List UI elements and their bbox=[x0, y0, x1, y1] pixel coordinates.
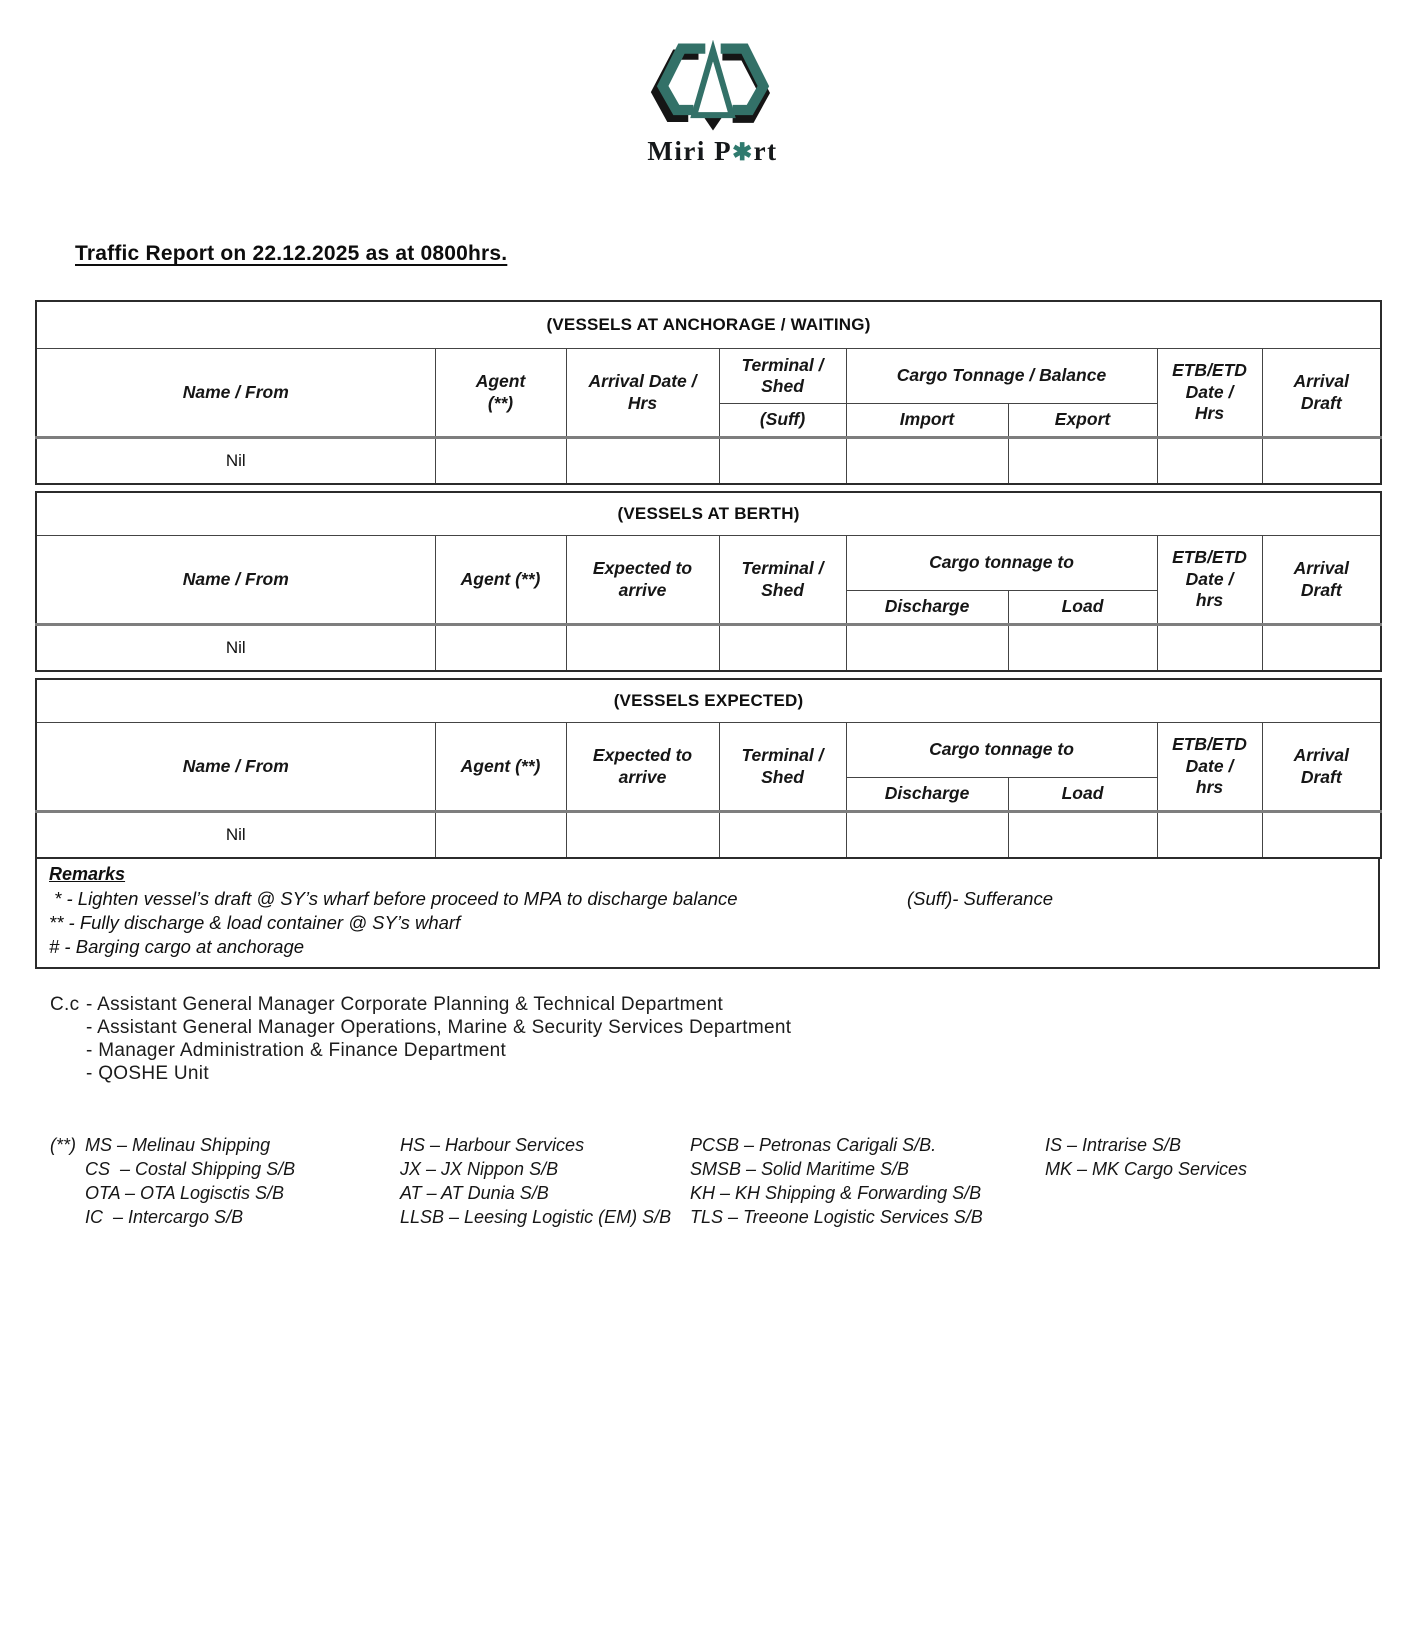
empty-cell bbox=[435, 438, 566, 485]
anchorage-nil-cell: Nil bbox=[36, 438, 435, 485]
col-header-discharge: Discharge bbox=[846, 591, 1008, 625]
cc-item: - Manager Administration & Finance Department bbox=[86, 1040, 507, 1061]
empty-cell bbox=[719, 812, 846, 859]
empty-cell bbox=[566, 812, 719, 859]
berth-table bbox=[35, 491, 1382, 672]
remark-line-3: # - Barging cargo at anchorage bbox=[49, 936, 305, 957]
empty-cell bbox=[566, 625, 719, 672]
empty-cell bbox=[1157, 438, 1262, 485]
empty-cell bbox=[1262, 812, 1381, 859]
cc-item: - Assistant General Manager Operations, Marine & Security Services Department bbox=[86, 1017, 792, 1038]
col-header-expected-to-arrive: Expected to arrive bbox=[566, 536, 719, 625]
col-header-terminal-shed: Terminal / Shed bbox=[719, 723, 846, 812]
empty-cell bbox=[1008, 625, 1157, 672]
agent-legend-col-3 bbox=[690, 1133, 1045, 1229]
cc-item: - Assistant General Manager Corporate Planning & Technical Department bbox=[86, 994, 724, 1015]
remark-line-1: * - Lighten vessel’s draft @ SY’s wharf before proceed to MPA to discharge balance (Suff)- Sufferance bbox=[49, 888, 1054, 909]
anchorage-data-row bbox=[36, 438, 1381, 485]
expected-data-row bbox=[36, 812, 1381, 859]
page-title: Traffic Report on 22.12.2025 as at 0800hrs. bbox=[75, 242, 508, 265]
cc-label: C.c bbox=[50, 994, 80, 1015]
empty-cell bbox=[846, 438, 1008, 485]
brand-prefix: Miri P bbox=[647, 136, 733, 166]
col-header-cargo-tonnage-to: Cargo tonnage to bbox=[846, 723, 1157, 778]
agent-entry: IS – Intrarise S/B bbox=[1045, 1135, 1182, 1155]
cc-block bbox=[50, 993, 1380, 1085]
col-header-load: Load bbox=[1008, 778, 1157, 812]
col-header-terminal-shed: Terminal / Shed bbox=[719, 536, 846, 625]
report-body bbox=[35, 300, 1380, 1229]
col-header-export: Export bbox=[1008, 404, 1157, 438]
col-header-cargo-tonnage-to: Cargo tonnage to bbox=[846, 536, 1157, 591]
section-title-berth: (VESSELS AT BERTH) bbox=[36, 492, 1381, 536]
agent-legend-col-2 bbox=[400, 1133, 690, 1229]
agent-legend-col-1 bbox=[50, 1133, 400, 1229]
col-header-etb-etd: ETB/ETD Date / Hrs bbox=[1157, 349, 1262, 438]
cc-items bbox=[86, 993, 791, 1085]
empty-cell bbox=[435, 812, 566, 859]
empty-cell bbox=[1262, 438, 1381, 485]
col-header-agent: Agent (**) bbox=[435, 536, 566, 625]
agent-entry: OTA – OTA Logisctis S/B bbox=[85, 1183, 285, 1203]
agent-entry: CS – Costal Shipping S/B bbox=[85, 1159, 296, 1179]
berth-nil-cell: Nil bbox=[36, 625, 435, 672]
empty-cell bbox=[1157, 625, 1262, 672]
brand-suffix: rt bbox=[753, 136, 778, 166]
col-header-arrival-date: Arrival Date / Hrs bbox=[566, 349, 719, 438]
col-header-suff: (Suff) bbox=[719, 404, 846, 438]
col-header-etb-etd: ETB/ETD Date / hrs bbox=[1157, 723, 1262, 812]
agent-entry: JX – JX Nippon S/B bbox=[400, 1159, 559, 1179]
section-title-expected: (VESSELS EXPECTED) bbox=[36, 679, 1381, 723]
col-header-name-from: Name / From bbox=[36, 723, 435, 812]
expected-nil-cell: Nil bbox=[36, 812, 435, 859]
agent-entry: (**) MS – Melinau Shipping bbox=[50, 1135, 271, 1155]
empty-cell bbox=[1008, 812, 1157, 859]
agent-legend bbox=[50, 1133, 1380, 1229]
agent-entry: LLSB – Leesing Logistic (EM) S/B bbox=[400, 1207, 672, 1227]
miri-port-logo-icon bbox=[649, 40, 777, 134]
agent-entry: IC – Intercargo S/B bbox=[85, 1207, 244, 1227]
col-header-discharge: Discharge bbox=[846, 778, 1008, 812]
col-header-terminal-shed: Terminal / Shed bbox=[719, 349, 846, 404]
col-header-agent: Agent (**) bbox=[435, 349, 566, 438]
empty-cell bbox=[846, 625, 1008, 672]
empty-cell bbox=[566, 438, 719, 485]
remarks-box bbox=[35, 859, 1380, 969]
cc-item: - QOSHE Unit bbox=[86, 1063, 209, 1084]
logo-block bbox=[0, 40, 1425, 167]
berth-data-row bbox=[36, 625, 1381, 672]
empty-cell bbox=[1008, 438, 1157, 485]
agent-entry: KH – KH Shipping & Forwarding S/B bbox=[690, 1183, 982, 1203]
section-title-anchorage: (VESSELS AT ANCHORAGE / WAITING) bbox=[36, 301, 1381, 349]
remarks-heading: Remarks bbox=[49, 864, 126, 884]
empty-cell bbox=[719, 438, 846, 485]
col-header-name-from: Name / From bbox=[36, 536, 435, 625]
col-header-cargo-tonnage-balance: Cargo Tonnage / Balance bbox=[846, 349, 1157, 404]
col-header-arrival-draft: Arrival Draft bbox=[1262, 723, 1381, 812]
col-header-import: Import bbox=[846, 404, 1008, 438]
col-header-name-from: Name / From bbox=[36, 349, 435, 438]
brand-text bbox=[0, 136, 1425, 167]
expected-table bbox=[35, 678, 1382, 859]
empty-cell bbox=[719, 625, 846, 672]
empty-cell bbox=[1262, 625, 1381, 672]
agent-entry: TLS – Treeone Logistic Services S/B bbox=[690, 1207, 983, 1227]
empty-cell bbox=[435, 625, 566, 672]
agent-entry: AT – AT Dunia S/B bbox=[400, 1183, 549, 1203]
anchorage-table bbox=[35, 300, 1382, 485]
agent-entry: MK – MK Cargo Services bbox=[1045, 1159, 1248, 1179]
col-header-arrival-draft: Arrival Draft bbox=[1262, 349, 1381, 438]
col-header-agent: Agent (**) bbox=[435, 723, 566, 812]
col-header-expected-to-arrive: Expected to arrive bbox=[566, 723, 719, 812]
remark-line-2: ** - Fully discharge & load container @ SY’s wharf bbox=[49, 912, 461, 933]
suff-note: (Suff)- Sufferance bbox=[907, 888, 1054, 909]
gear-o-icon: ✱ bbox=[732, 140, 754, 166]
empty-cell bbox=[1157, 812, 1262, 859]
col-header-load: Load bbox=[1008, 591, 1157, 625]
col-header-etb-etd: ETB/ETD Date / hrs bbox=[1157, 536, 1262, 625]
agent-entry: HS – Harbour Services bbox=[400, 1135, 585, 1155]
agent-legend-col-4 bbox=[1045, 1133, 1380, 1229]
agent-entry: SMSB – Solid Maritime S/B bbox=[690, 1159, 910, 1179]
col-header-arrival-draft: Arrival Draft bbox=[1262, 536, 1381, 625]
agent-entry: PCSB – Petronas Carigali S/B. bbox=[690, 1135, 937, 1155]
agent-legend-prefix: (**) bbox=[50, 1135, 76, 1155]
empty-cell bbox=[846, 812, 1008, 859]
